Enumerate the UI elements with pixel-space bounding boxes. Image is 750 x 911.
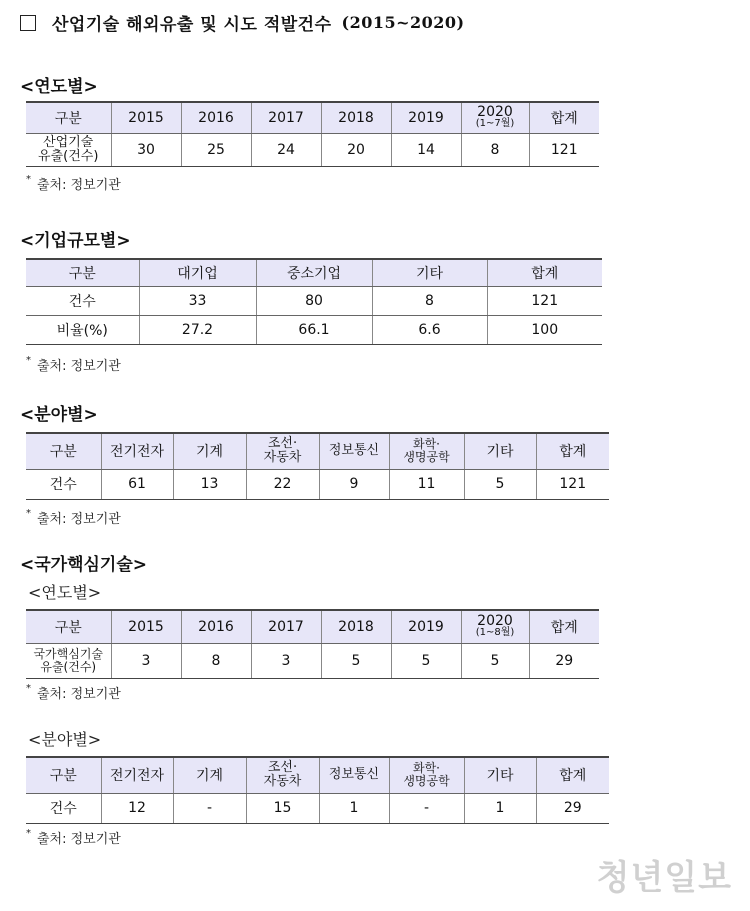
header-cell: 대기업 [139, 259, 256, 286]
header-cell: 2019 [391, 102, 461, 133]
row-label: 건수 [26, 286, 139, 315]
cell: 8 [372, 286, 487, 315]
cell: 121 [529, 133, 599, 166]
header-cell: 기계 [173, 433, 246, 469]
cell: 1 [319, 793, 389, 823]
cell: 121 [536, 469, 609, 499]
watermark-logo: 청년일보 [596, 858, 732, 898]
source-note: * 출처: 정보기관 [26, 683, 121, 702]
cell: 8 [181, 643, 251, 678]
header-cell: 조선· 자동차 [246, 757, 319, 793]
table-header-row [26, 610, 599, 643]
cell: 25 [181, 133, 251, 166]
header-cell: 전기전자 [101, 757, 173, 793]
table-row [26, 286, 602, 315]
header-cell: 2018 [321, 102, 391, 133]
cell: 6.6 [372, 315, 487, 344]
cell: 121 [487, 286, 602, 315]
header-cell: 2017 [251, 102, 321, 133]
cell: 11 [389, 469, 464, 499]
cell: 8 [461, 133, 529, 166]
cell: 20 [321, 133, 391, 166]
source-note: * 출처: 정보기관 [26, 174, 121, 193]
document-title [20, 10, 465, 35]
table-row [26, 133, 599, 166]
header-cell: 합계 [487, 259, 602, 286]
header-cell: 합계 [529, 102, 599, 133]
table-header-row [26, 433, 609, 469]
header-cell: 전기전자 [101, 433, 173, 469]
cell: 9 [319, 469, 389, 499]
row-label: 산업기술 유출(건수) [26, 133, 111, 166]
subheading-by-field: <분야별> [28, 730, 102, 749]
cell: - [173, 793, 246, 823]
cell: 15 [246, 793, 319, 823]
table-row [26, 793, 609, 823]
header-cell: 2015 [111, 102, 181, 133]
row-label: 건수 [26, 469, 101, 499]
cell: 5 [464, 469, 536, 499]
header-cell: 중소기업 [256, 259, 372, 286]
section-heading-national-core-tech: <국가핵심기술> [20, 555, 148, 575]
cell: 66.1 [256, 315, 372, 344]
cell: 24 [251, 133, 321, 166]
header-cell: 기타 [464, 757, 536, 793]
header-cell: 기타 [464, 433, 536, 469]
header-cell: 2020 (1~7월) [461, 102, 529, 133]
cell: 12 [101, 793, 173, 823]
cell: - [389, 793, 464, 823]
cell: 5 [321, 643, 391, 678]
header-cell: 2016 [181, 610, 251, 643]
header-cell: 2019 [391, 610, 461, 643]
table-row [26, 643, 599, 678]
title-years: (2015~2020) [341, 13, 465, 32]
cell: 1 [464, 793, 536, 823]
header-cell: 기타 [372, 259, 487, 286]
table-by-field [26, 432, 609, 500]
header-cell: 화학· 생명공학 [389, 757, 464, 793]
header-cell: 구분 [26, 757, 101, 793]
section-heading-by-field: <분야별> [20, 405, 98, 425]
row-label: 건수 [26, 793, 101, 823]
cell: 27.2 [139, 315, 256, 344]
table-header-row [26, 757, 609, 793]
header-cell: 화학· 생명공학 [389, 433, 464, 469]
title-main: 산업기술 해외유출 및 시도 적발건수 [52, 15, 332, 35]
source-note: * 출처: 정보기관 [26, 828, 121, 847]
table-header-row [26, 102, 599, 133]
header-cell: 구분 [26, 102, 111, 133]
cell: 22 [246, 469, 319, 499]
cell: 13 [173, 469, 246, 499]
header-cell: 구분 [26, 433, 101, 469]
table-row [26, 469, 609, 499]
source-note: * 출처: 정보기관 [26, 355, 121, 374]
header-cell: 합계 [536, 433, 609, 469]
cell: 29 [529, 643, 599, 678]
header-cell: 합계 [529, 610, 599, 643]
cell: 30 [111, 133, 181, 166]
cell: 61 [101, 469, 173, 499]
table-core-tech-by-field [26, 756, 609, 824]
section-heading-by-year: <연도별> [20, 77, 98, 97]
table-by-company-size [26, 258, 602, 345]
header-cell: 2015 [111, 610, 181, 643]
header-cell: 정보통신 [319, 757, 389, 793]
cell: 3 [251, 643, 321, 678]
cell: 5 [461, 643, 529, 678]
cell: 29 [536, 793, 609, 823]
cell: 3 [111, 643, 181, 678]
header-cell: 합계 [536, 757, 609, 793]
header-cell: 2018 [321, 610, 391, 643]
header-cell: 정보통신 [319, 433, 389, 469]
row-label: 국가핵심기술 유출(건수) [26, 643, 111, 678]
cell: 80 [256, 286, 372, 315]
table-core-tech-by-year [26, 609, 599, 679]
header-cell: 기계 [173, 757, 246, 793]
cell: 5 [391, 643, 461, 678]
section-heading-by-company-size: <기업규모별> [20, 231, 131, 251]
checkbox-icon [20, 15, 36, 31]
header-cell: 조선· 자동차 [246, 433, 319, 469]
header-cell: 구분 [26, 610, 111, 643]
row-label: 비율(%) [26, 315, 139, 344]
table-header-row [26, 259, 602, 286]
table-by-year [26, 101, 599, 167]
cell: 14 [391, 133, 461, 166]
table-row [26, 315, 602, 344]
source-note: * 출처: 정보기관 [26, 508, 121, 527]
header-cell: 2017 [251, 610, 321, 643]
cell: 33 [139, 286, 256, 315]
subheading-by-year: <연도별> [28, 583, 102, 602]
cell: 100 [487, 315, 602, 344]
header-cell: 2020 (1~8월) [461, 610, 529, 643]
header-cell: 2016 [181, 102, 251, 133]
header-cell: 구분 [26, 259, 139, 286]
